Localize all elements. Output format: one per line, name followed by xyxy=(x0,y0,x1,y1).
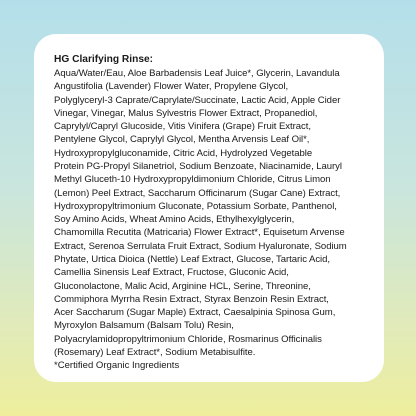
ingredient-line: (Rosemary) Leaf Extract*, Sodium Metabisulfite. xyxy=(54,346,256,358)
ingredients-card xyxy=(34,34,384,382)
ingredient-line: Chamomilla Recutita (Matricaria) Flower Extract*, Equisetum Arvense xyxy=(54,227,345,239)
ingredient-line: Vinegar, Vinegar, Malus Sylvestris Flower Extract, Propanediol, xyxy=(54,107,318,119)
ingredient-line: Caprylyl/Capryl Glucoside, Vitis Vinifera (Grape) Fruit Extract, xyxy=(54,121,311,133)
certified-organic-footnote: *Certified Organic Ingredients xyxy=(54,360,180,372)
ingredient-list xyxy=(54,67,370,359)
card-heading: HG Clarifying Rinse: xyxy=(54,54,154,65)
ingredient-line: Aqua/Water/Eau, Aloe Barbadensis Leaf Juice*, Glycerin, Lavandula xyxy=(54,68,340,79)
ingredient-line: Angustifolia (Lavender) Flower Water, Propylene Glycol, xyxy=(54,81,289,93)
ingredient-line: Extract, Serenoa Serrulata Fruit Extract, Sodium Hyaluronate, Sodium xyxy=(54,240,347,252)
ingredient-line: Polyglyceryl-3 Caprate/Caprylate/Succinate, Lactic Acid, Apple Cider xyxy=(54,94,341,106)
ingredient-line: Hydroxypropyltrimonium Gluconate, Potassium Sorbate, Panthenol, xyxy=(54,200,337,212)
ingredient-line: Pentylene Glycol, Caprylyl Glycol, Mentha Arvensis Leaf Oil*, xyxy=(54,134,310,146)
ingredient-line: Gluconolactone, Malic Acid, Arginine HCL, Serine, Threonine, xyxy=(54,280,311,292)
ingredient-line: Phytate, Urtica Dioica (Nettle) Leaf Extract, Glucose, Tartaric Acid, xyxy=(54,253,330,265)
ingredient-line: Protein PG-Propyl Silanetriol, Sodium Benzoate, Niacinamide, Lauryl xyxy=(54,160,342,172)
ingredient-line: Methyl Gluceth-10 Hydroxypropyldimonium Chloride, Citrus Limon xyxy=(54,174,331,186)
ingredient-line: Hydroxypropylgluconamide, Citric Acid, Hydrolyzed Vegetable xyxy=(54,147,313,159)
ingredient-line: Myroxylon Balsamum (Balsam Tolu) Resin, xyxy=(54,320,234,332)
ingredient-line: Polyacrylamidopropyltrimonium Chloride, Rosmarinus Officinalis xyxy=(54,333,322,345)
ingredient-line: (Lemon) Peel Extract, Saccharum Officinarum (Sugar Cane) Extract, xyxy=(54,187,341,199)
ingredient-line: Camellia Sinensis Leaf Extract, Fructose, Gluconic Acid, xyxy=(54,267,289,279)
ingredient-line: Soy Amino Acids, Wheat Amino Acids, Ethylhexylglycerin, xyxy=(54,214,295,226)
ingredient-line: Commiphora Myrrha Resin Extract, Styrax Benzoin Resin Extract, xyxy=(54,293,329,305)
ingredient-line: Acer Saccharum (Sugar Maple) Extract, Caesalpinia Spinosa Gum, xyxy=(54,307,336,319)
